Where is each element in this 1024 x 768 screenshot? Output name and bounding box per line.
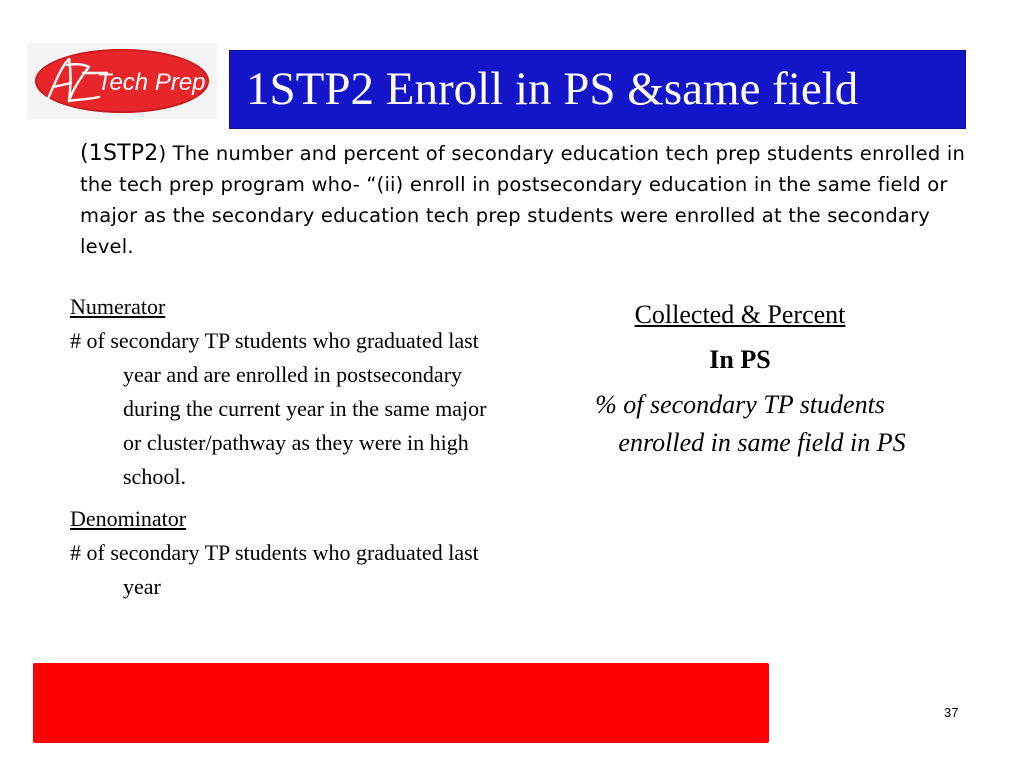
- definition-text: ) The number and percent of secondary education tech prep students enrolled in the tech prep program who- “(ii) enroll in postsecondary education in the same field or major as the secondary education tech prep students were enrolled at the secondary level.: [80, 142, 966, 258]
- collected-percent-label: Collected & Percent: [634, 300, 846, 329]
- az-tech-prep-logo: [27, 43, 217, 119]
- in-ps-label: In PS: [709, 345, 771, 374]
- measure-column: [540, 296, 940, 462]
- percent-description-line1: % of secondary TP students: [595, 390, 885, 419]
- logo-panel: [27, 43, 217, 119]
- slide-title: 1STP2 Enroll in PS &same field: [246, 63, 859, 115]
- percent-description: [540, 386, 940, 462]
- numerator-heading: Numerator: [70, 294, 166, 319]
- formula-column: [70, 290, 490, 612]
- percent-description-rest: enrolled in same field in PS: [618, 428, 906, 457]
- footer-bar: [33, 663, 769, 743]
- denominator-heading: Denominator: [70, 506, 187, 531]
- definition-code: (1STP2: [80, 141, 159, 166]
- denominator-text: # of secondary TP students who graduated last year: [70, 540, 479, 599]
- logo-wordmark: Tech Prep: [97, 69, 206, 96]
- measure-definition: [80, 138, 980, 262]
- title-bar: [229, 50, 966, 129]
- page-number: 37: [944, 705, 959, 720]
- numerator-text: # of secondary TP students who graduated last year and are enrolled in postsecondary during the current year in the same major or cluster/pathway as they were in high school.: [70, 328, 487, 489]
